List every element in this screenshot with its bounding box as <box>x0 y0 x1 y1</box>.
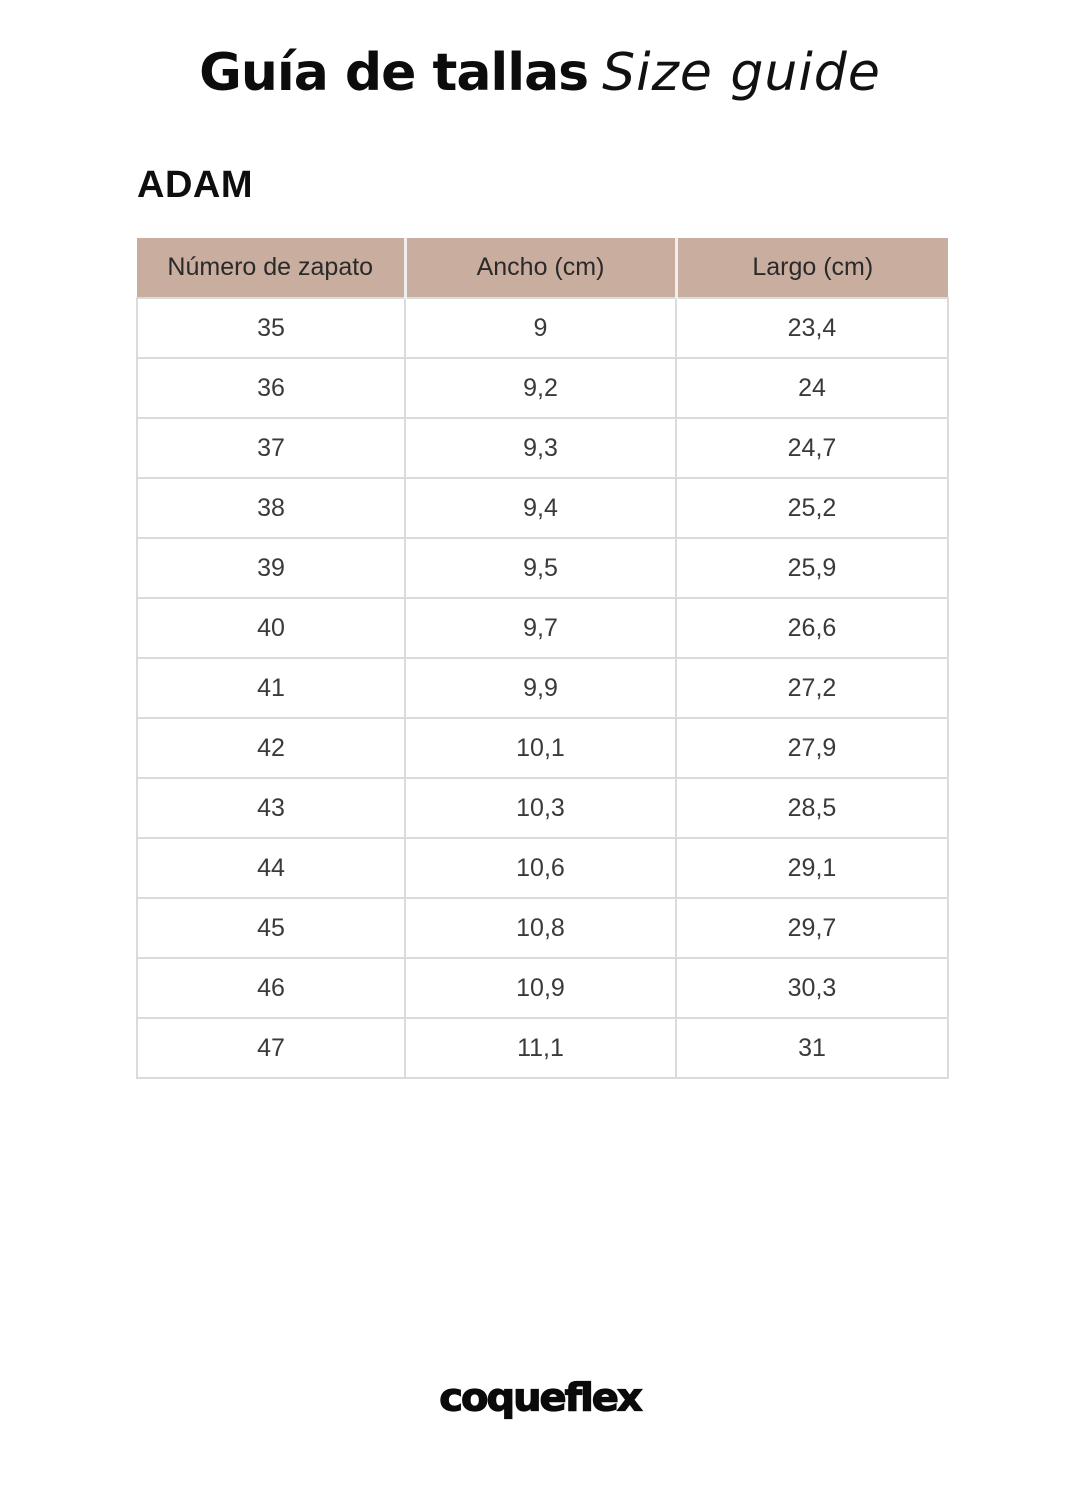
table-cell: 45 <box>137 898 405 958</box>
table-cell: 10,6 <box>405 838 676 898</box>
table-cell: 46 <box>137 958 405 1018</box>
table-cell: 10,1 <box>405 718 676 778</box>
brand-logo: coqueflex <box>439 1376 641 1421</box>
table-cell: 9,4 <box>405 478 676 538</box>
table-cell: 29,1 <box>676 838 948 898</box>
table-cell: 40 <box>137 598 405 658</box>
table-cell: 43 <box>137 778 405 838</box>
table-cell: 26,6 <box>676 598 948 658</box>
table-cell: 25,2 <box>676 478 948 538</box>
table-row <box>137 478 948 538</box>
table-row <box>137 598 948 658</box>
table-row <box>137 838 948 898</box>
table-row <box>137 538 948 598</box>
table-cell: 10,8 <box>405 898 676 958</box>
table-row <box>137 418 948 478</box>
size-table-body <box>137 298 948 1078</box>
table-cell: 37 <box>137 418 405 478</box>
table-cell: 29,7 <box>676 898 948 958</box>
table-row <box>137 718 948 778</box>
table-row <box>137 658 948 718</box>
table-cell: 9,3 <box>405 418 676 478</box>
size-table <box>136 238 949 1079</box>
table-cell: 10,9 <box>405 958 676 1018</box>
table-cell: 10,3 <box>405 778 676 838</box>
page-title <box>0 0 1080 104</box>
size-table-head <box>137 238 948 298</box>
table-row <box>137 898 948 958</box>
table-cell: 44 <box>137 838 405 898</box>
table-cell: 9,2 <box>405 358 676 418</box>
table-cell: 27,2 <box>676 658 948 718</box>
table-cell: 23,4 <box>676 298 948 358</box>
table-cell: 24 <box>676 358 948 418</box>
table-row <box>137 778 948 838</box>
table-cell: 27,9 <box>676 718 948 778</box>
table-cell: 24,7 <box>676 418 948 478</box>
table-row <box>137 1018 948 1078</box>
table-cell: 9,7 <box>405 598 676 658</box>
table-row <box>137 958 948 1018</box>
table-cell: 28,5 <box>676 778 948 838</box>
title-spanish: Guía de tallas <box>199 43 589 103</box>
table-row <box>137 358 948 418</box>
table-cell: 35 <box>137 298 405 358</box>
table-cell: 30,3 <box>676 958 948 1018</box>
table-cell: 9 <box>405 298 676 358</box>
column-header: Número de zapato <box>137 238 405 298</box>
table-cell: 39 <box>137 538 405 598</box>
table-row <box>137 298 948 358</box>
table-cell: 41 <box>137 658 405 718</box>
table-cell: 25,9 <box>676 538 948 598</box>
table-cell: 11,1 <box>405 1018 676 1078</box>
table-cell: 9,9 <box>405 658 676 718</box>
column-header: Ancho (cm) <box>405 238 676 298</box>
table-cell: 36 <box>137 358 405 418</box>
title-english: Size guide <box>602 43 881 103</box>
column-header: Largo (cm) <box>676 238 948 298</box>
table-cell: 9,5 <box>405 538 676 598</box>
table-cell: 31 <box>676 1018 948 1078</box>
table-cell: 47 <box>137 1018 405 1078</box>
table-cell: 38 <box>137 478 405 538</box>
table-cell: 42 <box>137 718 405 778</box>
model-name-label: ADAM <box>137 164 253 207</box>
table-header-row <box>137 238 948 298</box>
